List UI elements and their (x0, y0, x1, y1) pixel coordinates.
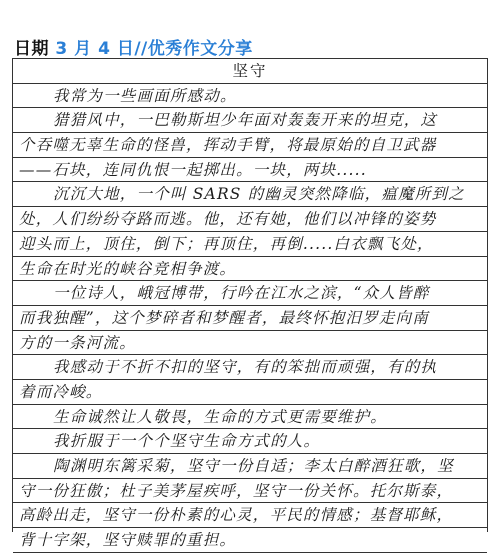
essay-line: 猎猎风中，一巴勒斯坦少年面对轰轰开来的坦克，这 (13, 108, 487, 133)
essay-line: 处，人们纷纷夺路而逃。他，还有她，他们以冲锋的姿势 (13, 207, 487, 232)
header-tag: 优秀作文分享 (147, 39, 253, 59)
date-header (14, 34, 253, 59)
essay-line: 个吞噬无辜生命的怪兽，挥动手臂，将最原始的自卫武器 (13, 133, 487, 158)
essay-line: 着而冷峻。 (13, 380, 487, 405)
essay-line: 而我独醒”，这个梦碎者和梦醒者，最终怀抱汨罗走向南 (13, 306, 487, 331)
essay-line: 生命诚然让人敬畏，生命的方式更需要维护。 (13, 405, 487, 430)
lined-paper-sheet (12, 58, 488, 550)
essay-line: 高龄出走，坚守一份朴素的心灵，平民的情感；基督耶稣， (13, 503, 487, 528)
essay-line: 沉沉大地，一个叫 SARS 的幽灵突然降临，瘟魔所到之 (13, 182, 487, 207)
essay-title: 坚守 (13, 59, 487, 84)
essay-line: 我感动于不折不扣的坚守，有的笨拙而顽强，有的执 (13, 355, 487, 380)
date-value: 3 月 4 日 (55, 39, 135, 59)
essay-line: 方的一条河流。 (13, 331, 487, 356)
essay-line: 迎头而上，顶住，倒下；再顶住，再倒.....白衣飘飞处， (13, 232, 487, 257)
essay-line: 守一份狂傲；杜子美茅屋疾呼，坚守一份关怀。托尔斯泰， (13, 479, 487, 504)
essay-body (13, 84, 487, 553)
essay-line: 陶渊明东篱采菊，坚守一份自适；李太白醉酒狂歌，坚 (13, 454, 487, 479)
essay-line: 背十字架，坚守赎罪的重担。 (13, 528, 487, 553)
essay-line: ——石块，连同仇恨一起掷出。一块，两块..... (13, 158, 487, 183)
header-separator: // (134, 39, 148, 59)
essay-line: 我常为一些画面所感动。 (13, 84, 487, 109)
essay-line: 一位诗人，峨冠博带，行吟在江水之滨，“众人皆醉 (13, 281, 487, 306)
essay-line: 我折服于一个个坚守生命方式的人。 (13, 429, 487, 454)
date-label: 日期 (14, 39, 49, 59)
essay-line: 生命在时光的峡谷竞相争渡。 (13, 257, 487, 282)
